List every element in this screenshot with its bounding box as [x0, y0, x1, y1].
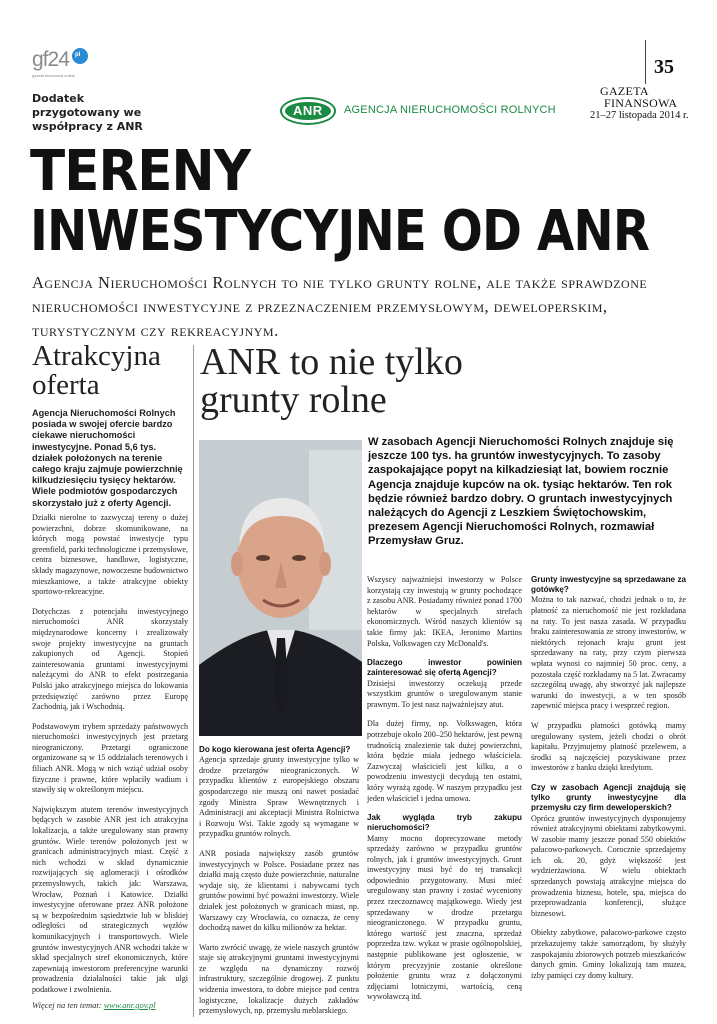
- question-2: Dlaczego inwestor powinien zainteresować się ofertą Agencji?: [367, 658, 522, 678]
- article-headline: ANR to nie tylko grunty rolne: [200, 341, 463, 421]
- anr-badge-text: ANR: [293, 103, 323, 118]
- article-column-3: [531, 575, 686, 990]
- deck: Agencja Nieruchomości Rolnych to nie tylko grunty rolne, ale także sprawdzone nieruchomości inwestycyjne z przeznaczeniem przemysłowym, deweloperskim, turystycznym czy rekreacyjnym.: [32, 273, 648, 340]
- paper-name-1: GAZETA: [600, 84, 649, 98]
- question-4: Grunty inwestycyjne są sprzedawane za gotówkę?: [531, 575, 686, 595]
- sidebar-paragraph-1: Działki nierolne to zazwyczaj tereny o dużej powierzchni, dobrze skomunikowane, na których mogą powstać inwestycje typu greenfield, parki technologiczne i przemysłowe, centra biznesowe, handlowe, logistyczne, składy magazynowe, nowoczesne budownictwo mieszkaniowe, a także atrakcyjne obiekty sportowo-rekreacyjne.: [32, 513, 188, 597]
- sidebar-body: [32, 513, 188, 1005]
- portrait-photo: [199, 440, 362, 736]
- logo-text: gf24: [32, 48, 69, 71]
- answer-2b: Dla dużej firmy, np. Volkswagen, która potrzebuje około 200–250 hektarów, jest pewną trudnością znalezienie tak dużej powierzchni, która będzie miała jednego właściciela. Zazwyczaj właścicieli jest kilku, a o powodzeniu inwestycji decydują ten ostatni, który wyrażą zgodę. W naszym przypadku jest jeden właściciel i jedna umowa.: [367, 719, 523, 803]
- article-column-2: [367, 575, 522, 1012]
- page-number-rule: [645, 40, 646, 84]
- question-3: Jak wygląda tryb zakupu nieruchomości?: [367, 813, 522, 833]
- question-5: Czy w zasobach Agencji znajdują się tylko grunty inwestycyjne dla przemysłu czy firm deweloperskich?: [531, 782, 686, 813]
- sidebar-rule: [193, 345, 194, 1017]
- sidebar-heading: Atrakcyjna oferta: [32, 340, 161, 401]
- sidebar-paragraph-3: Podstawowym trybem sprzedaży państwowych nieruchomości inwestycyjnych jest przetarg nieograniczony. Przetargi ograniczone organizowane są w 15 oddziałach terenowych i filiach ANR. Mogą w nich wziąć udział osoby fizyczne i prawne, które wpłaciły wadium i stawiły się w określonym miejscu.: [32, 721, 188, 795]
- more-info-link[interactable]: www.anr.gov.pl: [103, 1000, 156, 1010]
- portrait-person-icon: [199, 440, 362, 736]
- page-title-line1: TERENY: [30, 139, 251, 204]
- sidebar-lead: Agencja Nieruchomości Rolnych posiada w swojej ofercie bardzo ciekawe nieruchomości inwestycyjne. Ponad 5,6 tys. działek położonych na terenie całego kraju zajmuje powierzchnię kilkudziesięciu tysięcy hektarów. Wiele podmiotów gospodarczych skorzystało już z oferty Agencji.: [32, 408, 183, 508]
- answer-5: Oprócz gruntów inwestycyjnych dysponujemy również atrakcyjnymi obiektami zabytkowymi. W zasobie mamy jeszcze ponad 550 obiektów pałacowo-parkowych. Corocznie sprzedajemy ich ok. 20, gdyż większość jest wydzierżawiona. W wielu obiektach sprzedanych powstają atrakcyjne miejsca do prowadzenia biznesu, hotele, spa, miejsca do przeprowadzania konferencji, służące biznesowi.: [531, 813, 686, 918]
- answer-1: Agencja sprzedaje grunty inwestycyjne tylko w drodze przetargów nieograniczonych. W przypadku klientów z europejskiego obszaru gospodarczego nie muszą oni nawet posiadać zgody Ministra Spraw Wewnętrznych i Administracji ani akceptacji Ministra Rolnictwa i Rozwoju Wsi. Takie zgody są wymagane w przypadku gruntów rolnych.: [199, 755, 359, 839]
- answer-4b: W przypadku płatności gotówką mamy uregulowany system, jeżeli chodzi o obrót kapitału. Przyjmujemy płatność przelewem, a środki są najczęściej pozyskiwane przez inwestorów z banku dzięki kredytom.: [531, 720, 686, 773]
- paper-name-2: FINANSOWA: [604, 96, 678, 110]
- answer-1b: ANR posiada największy zasób gruntów inwestycyjnych w Polsce. Posiadane przez nas działki mają często duże powierzchnie, naturalne wydaje się, że klientami i nabywcami tych gruntów powinni być poważni inwestorzy. Wiele działek jest położonych w granicach miast, np. Warszawy czy Wrocławia, co oznacza, że ceny dochodzą nawet do kilku milionów za hektar.: [199, 848, 359, 933]
- gf24-logo[interactable]: [32, 42, 94, 84]
- logo-tagline: gazeta finansowa online: [32, 73, 75, 78]
- anr-badge[interactable]: [280, 97, 336, 125]
- sidebar-paragraph-4: Największym atutem terenów inwestycyjnych będących w zasobie ANR jest ich atrakcyjna lokalizacja, a także uregulowany stan prawny gruntów. Wiele terenów położonych jest w granicach administracyjnych miast. Część z nich wchodzi w skład dynamicznie rozwijających się aglomeracji i ośrodków przemysłowych, takich jak: Warszawa, Wrocław, Poznań i Katowice. Działki inwestycyjne oferowane przez ANR położone są w bezpośrednim sąsiedztwie lub w bliskiej odległości od strategicznych węzłów komunikacyjnych i transportowych. Wiele gruntów inwestycyjnych ANR wchodzi także w skład specjalnych stref ekonomicznych, które zapewniają inwestorom preferencyjne warunki prowadzenia działalności takie jak ulgi podatkowe i zwolnienia.: [32, 804, 188, 994]
- answer-2: Dzisiejsi inwestorzy oczekują przede wszystkim gruntów o uregulowanym stanie prawnym. To jest nasz najważniejszy atut.: [367, 678, 522, 709]
- answer-3: Mamy mocno doprecyzowane metody sprzedaży zarówno w przypadku gruntów rolnych, jak i gruntów inwestycyjnych. Grunt inwestycyjny musi być do tej transakcji odpowiednio przygotowany. Musi mieć uregulowany stan prawny i zostać wyceniony przez rzeczoznawcę majątkowego. Wiedy jest sprzedawany w drodze przetargu nieograniczonego. W przypadku gruntu, którego wartość jest znaczna, sprzedaż poprzedza tzw. wykaz w prasie ogólnopolskiej, następnie publikowane jest ogłoszenie, w którym precyzyjnie zostanie określone położenie gruntu wraz z dołączonymi zdjęciami lotniczymi, wartością, ceną wywoławczą itd.: [367, 833, 522, 1002]
- issue-date: 21–27 listopada 2014 r.: [590, 110, 689, 121]
- page-title-line2: INWESTYCYJNE OD ANR: [30, 199, 650, 264]
- sidebar-paragraph-2: Dotychczas z potencjału inwestycyjnego nieruchomości ANR skorzystały międzynarodowe koncerny i zrealizowały swoje projekty inwestycyjne na gruntach zakupionych od Agencji. Stopień zainteresowania gruntami inwestycyjnymi należącymi do ANR to efekt postrzegania Polski jako atrakcyjnego miejsca do lokowania przedsięwzięć zarówno przez Europę Zachodnią, jak i Wschodnią.: [32, 606, 188, 712]
- answer-4: Można to tak nazwać, chodzi jednak o to, że płatność za nieruchomość nie jest rozkładana na raty. To jest nasza zasada. W przypadku braku zainteresowania ze strony inwestorów, w niektórych rejonach kraju grunt jest sprzedawany na raty, przy czym pierwsza wpłata wynosi co najmniej 50 proc. ceny, a pozostała część rozkładamy na 5 lat. Zwracamy szczególną uwagę, aby stworzyć jak najlepsze warunki do inwestycji, a w ten sposób zapewnić miejsca pracy i wesprzeć region.: [531, 595, 686, 711]
- question-1: Do kogo kierowana jest oferta Agencji?: [199, 745, 351, 754]
- logo-pl: pl: [75, 52, 81, 58]
- more-info: [32, 1000, 156, 1010]
- more-info-label: Więcej na ten temat:: [32, 1000, 102, 1010]
- article-intro: W zasobach Agencji Nieruchomości Rolnych znajduje się jeszcze 100 tys. ha gruntów inwestycyjnych. To zasoby zaspokajające popyt na kilkadziesiąt lat, bowiem rocznie Agencja znajduje kupców na ok. tysiąc hektarów. Ten rok będzie również bardzo dobry. O gruntach inwestycyjnych należących do Agencji z Leszkiem Świętochowskim, prezesem Agencji Nieruchomości Rolnych, rozmawiał Przemysław Gruz.: [368, 436, 674, 548]
- answer-2a: Wszyscy najważniejsi inwestorzy w Polsce korzystają czy inwestują w grunty pochodzące z zasobu ANR. Posiadamy również ponad 1700 hektarów w specjalnych strefach ekonomicznych. Wśród naszych klientów są takie firmy jak: IKEA, Jeronimo Martins Polska, Volkswagen czy McDonald's.: [367, 575, 522, 648]
- answer-5b: Obiekty zabytkowe, pałacowo-parkowe często przekazujemy także samorządom, by służyły zaspokajaniu zbiorowych potrzeb mieszkańców danych gmin. Gminy lokalizują tam muzea, izby pamięci czy domy kultury.: [531, 928, 686, 980]
- supplement-note: Dodatek przygotowany we współpracy z ANR: [32, 92, 143, 133]
- page-number: 35: [654, 56, 674, 78]
- agency-name: AGENCJA NIERUCHOMOŚCI ROLNYCH: [344, 104, 556, 116]
- article-column-1: [199, 745, 359, 1024]
- answer-1c: Warto zwrócić uwagę, że wiele naszych gruntów staje się atrakcyjnymi gruntami inwestycyjnymi ze względu na dynamiczny rozwój infrastruktury, szczególnie drogowej. Z punktu widzenia inwestora, to dobre miejsce pod centra logistyczne, lokalizacje dużych zakładów przemysłowych, np. przemysłu meblarskiego.: [199, 942, 359, 1016]
